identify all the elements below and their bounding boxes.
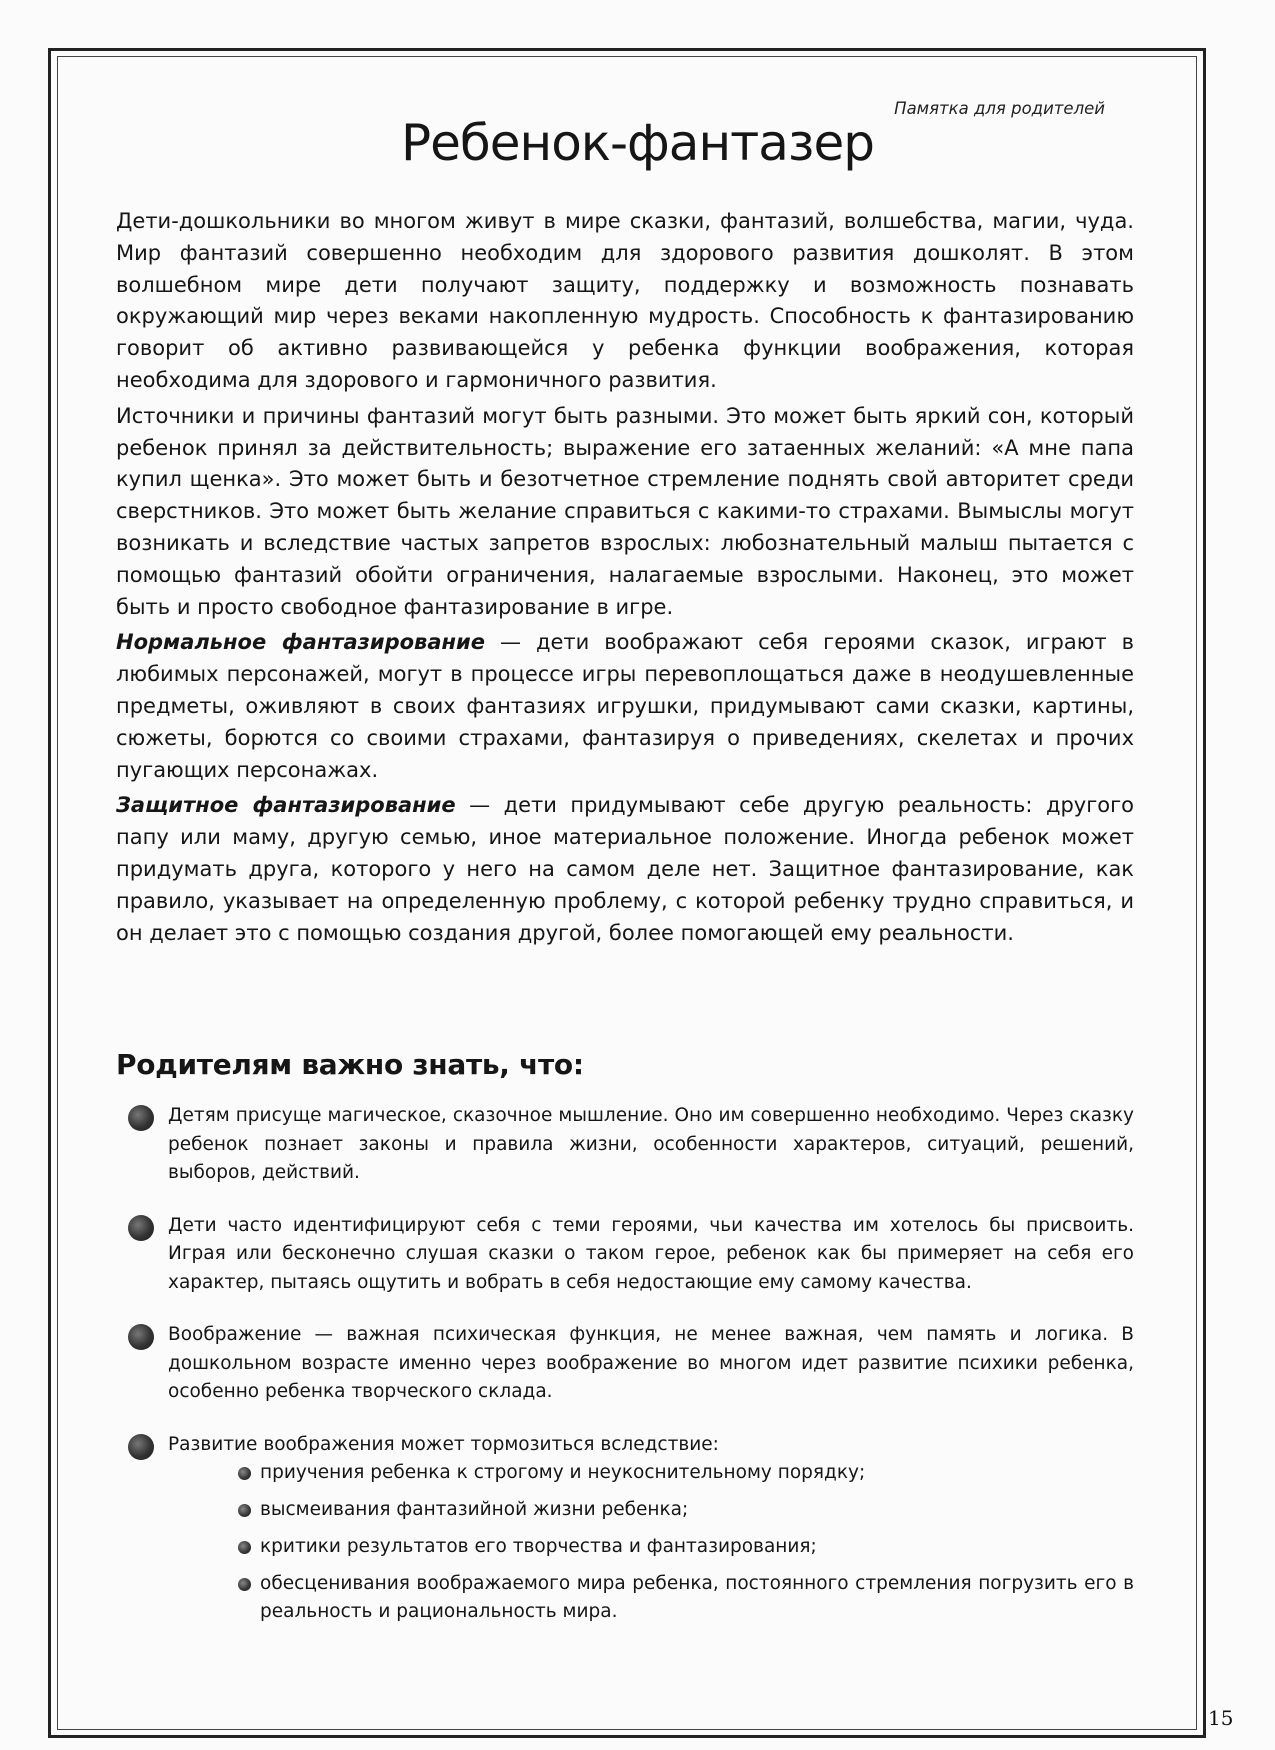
list-item-text: Развитие воображения может тормозиться вследствие: — [168, 1433, 719, 1455]
sub-list-item — [238, 1533, 1134, 1561]
sub-list-item-text: высмеивания фантазийной жизни ребенка; — [260, 1499, 689, 1520]
list-item-text: Детям присуще магическое, сказочное мышление. Оно им совершенно необходимо. Через сказку ребенок познает законы и правила жизни, особенности характеров, ситуаций, решений, выборов, действий. — [168, 1105, 1134, 1183]
small-bullet-icon — [238, 1541, 251, 1554]
bullet-icon — [128, 1434, 154, 1460]
bullet-icon — [128, 1105, 154, 1131]
list-item — [128, 1431, 1134, 1627]
sub-list-item-text: обесценивания воображаемого мира ребенка, постоянного стремления погрузить его в реальность и рациональность мира. — [260, 1573, 1134, 1622]
list-item — [128, 1102, 1134, 1188]
page-number: 15 — [1208, 1706, 1234, 1730]
sub-bullet-list — [168, 1459, 1134, 1626]
normal-fantasy-text: — дети воображают себя героями сказок, играют в любимых персонажей, могут в процессе игры перевоплощаться даже в неодушевленные предметы, оживляют в своих фантазиях игрушки, придумывают сами сказки, картины, сюжеты, борются со своими страхами, фантазируя о приведениях, скелетах и прочих пугающих персонажах. — [116, 630, 1134, 782]
protective-fantasy-term: Защитное фантазирование — [116, 793, 456, 818]
small-bullet-icon — [238, 1504, 251, 1517]
small-bullet-icon — [238, 1578, 251, 1591]
sub-list-item — [238, 1459, 1134, 1487]
small-bullet-icon — [238, 1467, 251, 1480]
parents-heading: Родителям важно знать, что: — [116, 1048, 584, 1081]
protective-fantasy-paragraph — [116, 790, 1134, 949]
normal-fantasy-paragraph — [116, 627, 1134, 786]
page-title: Ребенок-фантазер — [401, 114, 874, 172]
list-item — [128, 1212, 1134, 1298]
sub-list-item — [238, 1570, 1134, 1626]
list-item-text: Дети часто идентифицируют себя с теми героями, чьи качества им хотелось бы присвоить. Играя или бесконечно слушая сказки о таком герое, ребенок как бы примеряет на себя его характер, пытаясь ощутить и вобрать в себя недостающие ему самому качества. — [168, 1214, 1134, 1293]
list-item-text: Воображение — важная психическая функция, не менее важная, чем память и логика. В дошкольном возрасте именно через воображение во многом идет развитие психики ребенка, особенно ребенка творческого склада. — [168, 1324, 1134, 1402]
parents-bullet-list — [128, 1102, 1134, 1650]
sub-list-item-text: критики результатов его творчества и фантазирования; — [260, 1536, 817, 1557]
intro-text — [116, 206, 1134, 953]
sub-list-item — [238, 1496, 1134, 1524]
bullet-icon — [128, 1324, 154, 1350]
intro-paragraph-2: Источники и причины фантазий могут быть разными. Это может быть яркий сон, который ребенок принял за действительность; выражение его затаенных желаний: «А мне папа купил щенка». Это может быть и безотчетное стремление поднять свой авторитет среди сверстников. Это может быть желание справиться с какими-то страхами. Вымыслы могут возникать и вследствие частых запретов взрослых: любознательный малыш пытается с помощью фантазий обойти ограничения, налагаемые взрослыми. Наконец, это может быть и просто свободное фантазирование в игре. — [116, 403, 1134, 619]
list-item — [128, 1321, 1134, 1407]
protective-fantasy-text: — дети придумывают себе другую реальность: другого папу или маму, другую семью, иное материальное положение. Иногда ребенок может придумать друга, которого у него на самом деле нет. Защитное фантазирование, как правило, указывает на определенную проблему, с которой ребенку трудно справиться, и он делает это с помощью создания другой, более помогающей ему реальности. — [116, 793, 1134, 945]
sub-list-item-text: приучения ребенка к строгому и неукоснительному порядку; — [260, 1462, 866, 1483]
intro-paragraph-1: Дети-дошкольники во многом живут в мире сказки, фантазий, волшебства, магии, чуда. Мир фантазий совершенно необходим для здорового развития дошколят. В этом волшебном мире дети получают защиту, поддержку и возможность познавать окружающий мир через веками накопленную мудрость. Способность к фантазированию говорит об активно развивающейся у ребенка функции воображения, которая необходима для здорового и гармоничного развития. — [116, 209, 1134, 392]
normal-fantasy-term: Нормальное фантазирование — [116, 630, 485, 655]
bullet-icon — [128, 1215, 154, 1241]
kicker-label: Памятка для родителей — [894, 99, 1105, 118]
